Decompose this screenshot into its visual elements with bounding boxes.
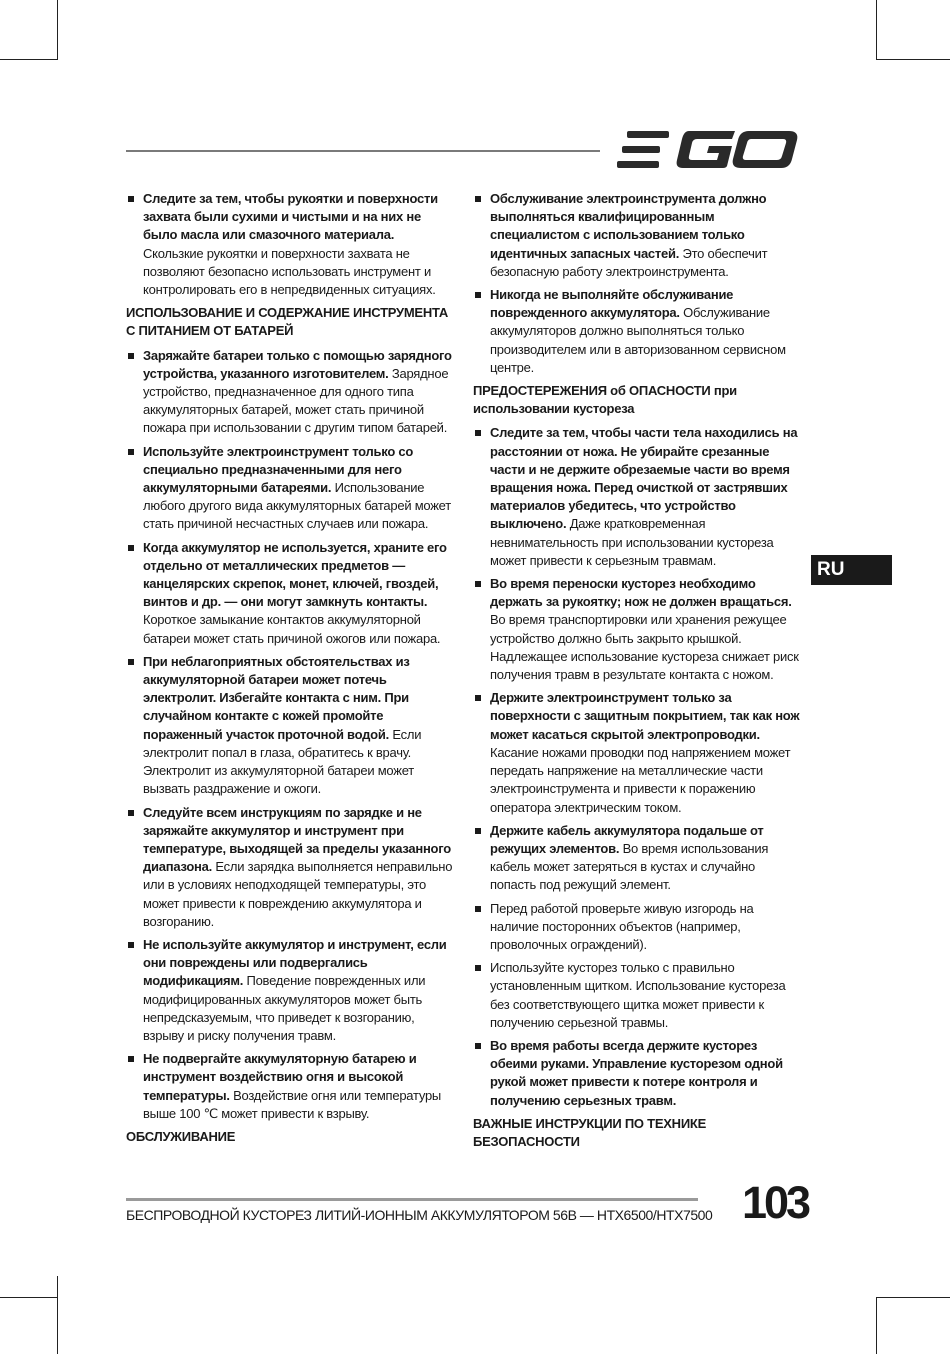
crop-mark — [57, 0, 58, 60]
item-body: Если зарядка выполняется неправильно или в условиях неподходящей температуры, это может привести к повреждению аккумулятора и возгоранию. — [143, 859, 453, 929]
list-item — [473, 1037, 803, 1110]
item-body: Используйте кусторез только с правильно установленным щитком. Использование кустореза без соответствующего щитка может привести к получению серьезной травмы. — [490, 960, 786, 1030]
right-column — [473, 190, 803, 1157]
crop-mark — [876, 1297, 877, 1354]
section-heading: ОБСЛУЖИВАНИЕ — [126, 1128, 236, 1144]
item-body: Во время использования кабель может затеряться в кустах и случайно попасть под режущий элемент. — [490, 840, 769, 893]
list-item — [473, 575, 803, 684]
section-heading: ПРЕДОСТЕРЕЖЕНИЯ об ОПАСНОСТИ при использовании кустореза — [473, 383, 737, 417]
square-bullet-icon — [128, 1056, 134, 1062]
ego-logo — [617, 128, 799, 172]
item-body: Зарядное устройство, предназначенное для одного типа аккумуляторных батарей, может стать причиной пожара при использовании с другим типом батарей. — [143, 365, 449, 436]
item-body: Даже кратковременная невнимательность при использовании кустореза может привести к серьезным травмам. — [490, 516, 774, 568]
item-lead: Никогда не выполняйте обслуживание поврежденного аккумулятора. — [490, 287, 734, 321]
list-item — [126, 443, 456, 534]
square-bullet-icon — [128, 545, 134, 551]
square-bullet-icon — [475, 695, 481, 701]
item-body: Короткое замыкание контактов аккумуляторной батареи может стать причиной ожогов или пожара. — [143, 612, 441, 646]
list-item — [473, 900, 803, 955]
list-item — [473, 424, 803, 570]
item-lead: Используйте электроинструмент только со специально предназначенными для него аккумуляторными батареями. — [143, 443, 414, 496]
crop-mark — [876, 0, 877, 60]
square-bullet-icon — [475, 828, 481, 834]
list-item — [473, 689, 803, 816]
item-body: Это обеспечит безопасную работу электроинструмента. — [490, 245, 768, 279]
list-item — [126, 936, 456, 1045]
square-bullet-icon — [475, 965, 481, 971]
square-bullet-icon — [475, 292, 481, 298]
crop-mark — [0, 59, 58, 60]
list-item — [126, 804, 456, 931]
list-item — [473, 190, 803, 281]
crop-mark — [876, 1297, 950, 1298]
square-bullet-icon — [475, 581, 481, 587]
square-bullet-icon — [475, 1043, 481, 1049]
item-lead: Держите кабель аккумулятора подальше от режущих элементов. — [490, 822, 764, 856]
language-tab: RU — [811, 555, 892, 585]
item-body: Во время транспортировки или хранения режущее устройство должно быть закрыто крышкой. Надлежащее использование кустореза снижает риск получения травм в результате контакта с ножом. — [490, 612, 799, 683]
list-item — [473, 822, 803, 895]
crop-mark — [0, 1297, 58, 1298]
item-lead: Во время работы всегда держите кусторез обеими руками. Управление кусторезом одной рукой может привести к потере контроля и получению серьезных травм. — [490, 1037, 783, 1108]
item-body: Касание ножами проводки под напряжением может передать напряжение на металлические части электроинструмента и привести к поражению оператора электрическим током. — [490, 744, 791, 815]
square-bullet-icon — [475, 906, 481, 912]
list-item — [126, 190, 456, 299]
list-item — [126, 347, 456, 438]
item-lead: Заряжайте батареи только с помощью зарядного устройства, указанного изготовителем. — [143, 347, 452, 381]
footer-title: БЕСПРОВОДНОЙ КУСТОРЕЗ ЛИТИЙ-ИОННЫМ АККУМУЛЯТОРОМ 56В — HTX6500/HTX7500 — [126, 1207, 713, 1223]
header-rule — [126, 150, 600, 152]
square-bullet-icon — [128, 942, 134, 948]
crop-mark — [876, 59, 950, 60]
square-bullet-icon — [128, 196, 134, 202]
item-lead: Следите за тем, чтобы части тела находились на расстоянии от ножа. Не убирайте срезанные части и не держите обрезаемые части во время вращения ножа. Перед очисткой от застрявших материалов убедитесь, что устройство выключено. — [490, 425, 798, 532]
section-heading: ИСПОЛЬЗОВАНИЕ И СОДЕРЖАНИЕ ИНСТРУМЕНТА С ПИТАНИЕМ ОТ БАТАРЕЙ — [126, 305, 448, 339]
page-number: 103 — [742, 1177, 809, 1228]
list-item — [126, 539, 456, 648]
section-heading: ВАЖНЫЕ ИНСТРУКЦИИ ПО ТЕХНИКЕ БЕЗОПАСНОСТИ — [473, 1115, 707, 1149]
square-bullet-icon — [475, 196, 481, 202]
item-body: Если электролит попал в глаза, обратитесь к врачу. Электролит из аккумуляторной батареи может вызвать раздражение и ожоги. — [143, 726, 422, 797]
square-bullet-icon — [475, 430, 481, 436]
item-body: Воздействие огня или температуры выше 100 ℃ может привести к взрыву. — [143, 1087, 442, 1121]
left-column — [126, 190, 456, 1152]
item-body: Использование любого другого вида аккумуляторных батарей может стать причиной несчастных случаев или пожара. — [143, 480, 451, 532]
list-item — [473, 286, 803, 377]
item-lead: Следите за тем, чтобы рукоятки и поверхности захвата были сухими и чистыми и на них не было масла или смазочного материала. — [143, 191, 438, 243]
square-bullet-icon — [128, 353, 134, 359]
item-lead: Держите электроинструмент только за поверхности с защитным покрытием, так как нож может касаться скрытой электропроводки. — [490, 690, 800, 742]
item-lead: Когда аккумулятор не используется, храните его отдельно от металлических предметов — канцелярских скрепок, монет, ключей, гвоздей, винтов и др. — они могут замкнуть контакты. — [143, 539, 447, 610]
list-item — [126, 1050, 456, 1123]
square-bullet-icon — [128, 449, 134, 455]
crop-mark — [57, 1276, 58, 1354]
item-body: Поведение поврежденных или модифицированных аккумуляторов может быть непредсказуемым, что приведет к возгоранию, взрыву и риску получения травм. — [143, 973, 426, 1043]
footer-rule — [126, 1198, 698, 1201]
item-lead: Не подвергайте аккумуляторную батарею и инструмент воздействию огня и высокой температуры. — [143, 1051, 417, 1103]
list-item — [126, 653, 456, 799]
item-lead: Во время переноски кусторез необходимо держать за рукоятку; нож не должен вращаться. — [490, 576, 792, 610]
item-lead: Следуйте всем инструкциям по зарядке и не заряжайте аккумулятор и инструмент при температуре, выходящей за пределы указанного диапазона. — [143, 804, 451, 875]
item-body: Обслуживание аккумуляторов должно выполняться только производителем или в авторизованном сервисном центре. — [490, 305, 786, 375]
list-item — [473, 959, 803, 1032]
item-body: Перед работой проверьте живую изгородь на наличие посторонних объектов (например, проволочных ограждений). — [490, 900, 754, 952]
item-body: Скользкие рукоятки и поверхности захвата не позволяют безопасно использовать инструмент и контролировать его в непредвиденных ситуациях. — [143, 245, 436, 298]
item-lead: Не используйте аккумулятор и инструмент, если они повреждены или подвергались модификациям. — [143, 936, 447, 989]
square-bullet-icon — [128, 810, 134, 816]
item-lead: При неблагоприятных обстоятельствах из аккумуляторной батареи может потечь электролит. Избегайте контакта с ним. При случайном контакте с кожей промойте пораженный участок проточной водой. — [143, 653, 410, 742]
square-bullet-icon — [128, 659, 134, 665]
item-lead: Обслуживание электроинструмента должно выполняться квалифицированным специалистом с использованием только идентичных запасных частей. — [490, 191, 767, 261]
